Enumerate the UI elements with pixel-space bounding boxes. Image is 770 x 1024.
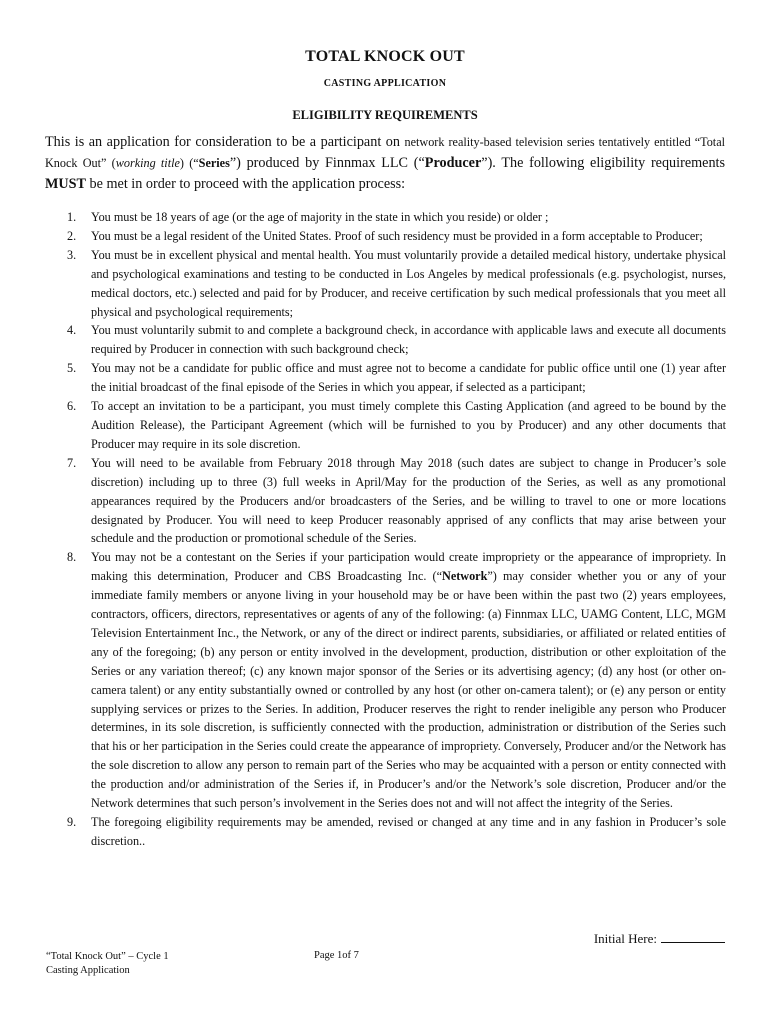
list-item-number: 4. [67,323,77,338]
list-item [45,548,726,813]
list-item [45,454,726,549]
initial-here-label: Initial Here: [593,931,657,946]
list-item-number: 8. [67,550,77,565]
section-heading: ELIGIBILITY REQUIREMENTS [292,108,478,122]
initial-here-field[interactable] [594,929,725,947]
list-item-text-continued: ”) may consider whether you or any of your immediate family members or anyone living in your household may be or have been within the past two (2) years employees, contractors, officers, directors, representatives or agents of any of the following: (a) Finnmax LLC, UAMG Content, LLC, MGM Television Entertainment Inc., the Network, or any of the direct or indirect parents, subsidiaries, or affiliated or related entities of any of the foregoing; (b) any person or entity involved in the development, production, distribution or other exploitation of the Series or any variation thereof; (c) any known major sponsor of the Series or its advertising agency; (d) any host (or other on-camera talent) or any entity substantially owned or controlled by any host (or other on-camera talent); or (e) any person or entity supplying services or prizes to the Series. In addition, Producer reserves the right to render ineligible any person who Producer determines, in its sole discretion, is sufficiently connected with the production, administration or distribution of the Series such that his or her participation in the Series could create the appearance of impropriety. Conversely, Producer and/or the Network has the sole discretion to allow any person to remain part of the Series who may be acquainted with a person or entity connected with the production and/or administration of the Series if, in Producer’s and/or the Network’s sole discretion, Producer and/or the Network determines that such person’s involvement in the Series does not and will not affect the integrity of the Series. [91,569,726,811]
intro-paragraph [45,132,725,195]
list-item-number: 1. [67,210,77,224]
list-item [45,359,726,397]
list-item [45,321,726,359]
list-item-number: 3. [67,247,77,262]
list-item-text: You must be a legal resident of the United States. Proof of such residency must be provided in a form acceptable to Producer; [91,228,703,243]
initial-blank-line[interactable] [661,929,725,943]
list-item [45,813,726,851]
document-title: TOTAL KNOCK OUT [305,48,465,65]
list-item-text: To accept an invitation to be a participant, you must timely complete this Casting Application (and agreed to be bound by the Audition Release), the Participant Agreement (which will be furnished to you by Producer) and any other documents that Producer may require in its sole discretion. [91,399,726,451]
list-item-text: You must voluntarily submit to and complete a background check, in accordance with applicable laws and execute all documents required by Producer in connection with such background check; [91,323,726,357]
footer-doc-name: Casting Application [46,965,130,976]
list-item [45,227,726,246]
requirements-list [45,208,726,851]
footer-left [46,950,169,978]
list-item [45,246,726,322]
list-item-text: You may not be a contestant on the Series if your participation would create impropriety or the appearance of impropriety. In making this determination, Producer and CBS Broadcasting Inc. (“ [91,550,726,584]
intro-text-2: network reality-based television series tentatively entitled “Total Knock Out” ( [45,135,725,170]
list-item-text: The foregoing eligibility requirements may be amended, revised or changed at any time and in any fashion in Producer’s sole discretion.. [91,815,726,848]
list-item-text: You must be in excellent physical and mental health. You must voluntarily provide a detailed medical history, undertake physical and psychological examinations and testing to be conducted in Los Angeles by medical professionals (e.g. psychologist, nurses, medical doctors, etc.) selected and paid for by Producer, and receive certification by such medical professionals that you meet all physical and psychological requirements; [91,247,726,319]
document-subtitle: CASTING APPLICATION [323,78,447,89]
intro-text-3: ) (“ [179,156,199,170]
list-item [45,208,726,227]
list-item-number: 9. [67,815,77,829]
list-item [45,397,726,454]
list-item-text: You may not be a candidate for public office and must agree not to become a candidate for public office until one (1) year after the initial broadcast of the final episode of the Series in which you appear, if selected as a participant; [91,361,726,395]
page-number: Page 1of 7 [314,950,359,961]
intro-producer-term: Producer [424,155,482,171]
footer-show-cycle: “Total Knock Out” – Cycle 1 [46,951,169,962]
list-item-number: 6. [67,399,77,414]
intro-text-1: This is an application for consideration to be a participant on [45,134,405,150]
list-item-number: 7. [67,455,77,470]
intro-working-title: working title [115,156,180,170]
network-term: Network [442,569,488,584]
list-item-number: 2. [67,228,77,243]
intro-text-6: be met in order to proceed with the application process: [86,176,406,192]
intro-text-4: ”) produced by Finnmax LLC (“ [229,155,425,171]
intro-series-term: Series [198,156,230,170]
list-item-number: 5. [67,361,77,376]
intro-must: MUST [45,176,86,192]
intro-text-5: ”). The following eligibility requirements [481,155,726,171]
list-item-text: You must be 18 years of age (or the age of majority in the state in which you reside) or older ; [91,210,549,224]
list-item-text: You will need to be available from February 2018 through May 2018 (such dates are subject to change in Producer’s sole discretion) including up to three (3) full weeks in April/May for the production of the Series, as well as any promotional appearances required by the Producers and/or broadcasters of the Series, and be willing to travel to one or more locations designated by Producer. You will need to keep Producer reasonably apprised of any conflicts that may arise between your schedule and the production or promotional schedule of the Series. [91,455,726,546]
